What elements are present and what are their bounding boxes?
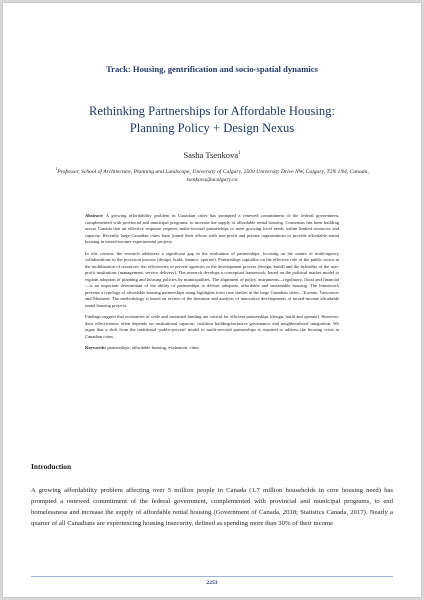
author-mark: 1 [238, 151, 241, 157]
paper-title [33, 103, 391, 137]
abstract-block [85, 213, 339, 357]
page-number: 2253 [206, 580, 218, 586]
keywords-text: partnerships, affordable housing, evaluation, cities [107, 345, 200, 350]
track-heading: Track: Housing, gentrification and socio-spatial dynamics [106, 64, 318, 74]
keywords-label: Keywords: [85, 345, 107, 350]
affiliation-text: Professor, School of Architecture, Planning and Landscape, University of Calgary, 2500 University Drive NW, Calgary, T2N 1N4, Canada, tsenkova@ucalgary.ca [57, 168, 369, 184]
section-heading-introduction: Introduction [31, 462, 72, 471]
title-line-2: Planning Policy + Design Nexus [129, 121, 295, 135]
author-name: Sasha Tsenkova [183, 150, 239, 160]
title-line-1: Rethinking Partnerships for Affordable Housing: [88, 104, 335, 118]
introduction-body [31, 485, 393, 529]
keywords-line [85, 345, 339, 352]
abstract-label: Abstract: [85, 213, 104, 218]
abstract-paragraph-3: Findings suggest that economies of scale and sustained funding are critical for efficient partnerships (design, build and operate). However, their effectiveness often depends on institutional capacity, coalition building/inclusive governance and neighbourhood integration. We argue that a shift from the traditional ‘public-private’ model to multi-sectoral partnerships is required to address the housing crisis in Canadian cities. [85, 314, 339, 339]
affiliation [45, 165, 379, 185]
abstract-p1-text: A growing affordability problem in Canadian cities has prompted a renewed commitment of the federal government, complemented with provincial and municipal programs, to increase the supply of affordable rental housing. Consensus has been building across Canada that an effective response requires multi-sectoral partnerships to meet growing local needs within limited resources and capacity. Recently large Canadian cities have joined their efforts with non-profit and private organisations to provide affordable rental housing in mixed-income experimental projects. [85, 213, 340, 244]
abstract-paragraph-2: In this context, the research addresses a significant gap in the evaluation of partnerships, focusing on the nature of multi-agency collaborations in the provision process (design, build, finance, operate). Partnerships capitalise on the effective role of the public sector in the mobilization of resources, the efficiencies of private agencies in the development process (design, build) and the hybridity of the non-profit institutions (management, service delivery). The research develops a conceptual framework, based on the political market model to explain adoption of planning and housing policies by municipalities. The alignment of policy instruments—regulatory, fiscal and financial—is an important determinant of the ability of partnerships to deliver adequate, affordable and sustainable housing. The framework presents a typology of affordable housing partnerships using highlights from case studies in the large Canadian cities—Toronto, Vancouver and Montreal. The methodology is based on review of the literature and analysis of innovative developments of mixed-income affordable rental housing projects. [85, 250, 339, 308]
footer-divider [31, 576, 393, 577]
introduction-paragraph: A growing affordability problem affecting over 5 million people in Canada (1.7 million households in core housing need) has prompted a renewed commitment of the federal government, complemented with provincial and municipal programs, to end homelessness and increase the supply of affordable rental housing (Government of Canada, 2018; Statistics Canada, 2017). Nearly a quarter of all Canadians are experiencing housing insecurity, defined as spending more than 30% of their income [31, 487, 393, 528]
paper-page [3, 3, 421, 597]
abstract-paragraph-1 [85, 213, 339, 246]
author-line [3, 150, 421, 160]
affiliation-mark: 1 [55, 166, 58, 171]
